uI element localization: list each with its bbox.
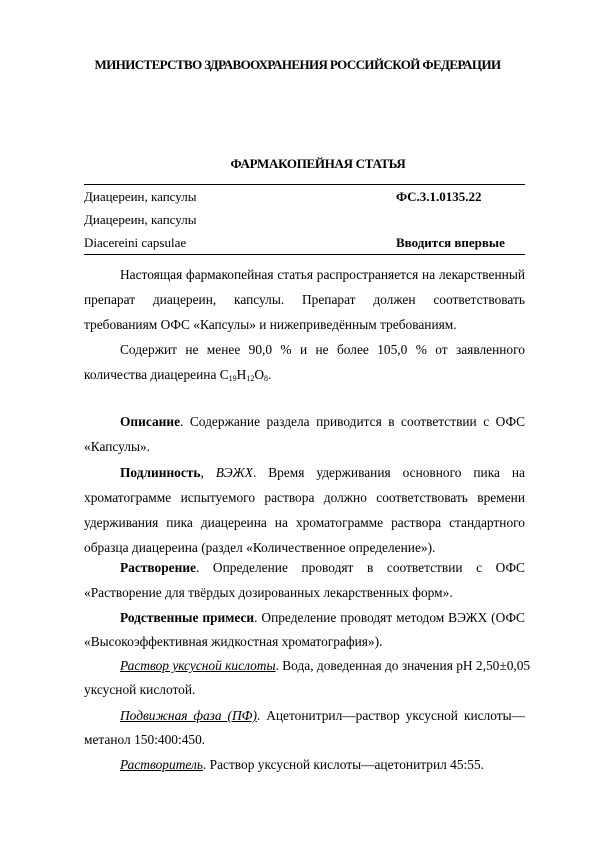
document-code: ФС.3.1.0135.22 bbox=[396, 189, 482, 204]
acetic-solution-label: Раствор уксусной кислоты bbox=[120, 658, 276, 673]
formula-h-count: 12 bbox=[246, 374, 255, 383]
identity-label: Подлинность bbox=[120, 465, 201, 480]
drug-name-ru: Диацереин, капсулы bbox=[84, 189, 197, 204]
acetic-solution-text: . Вода, доведенная до значения рН 2,50±0,05 bbox=[275, 658, 531, 673]
solvent-label: Растворитель bbox=[120, 757, 203, 772]
formula-o: O bbox=[254, 367, 265, 382]
drug-name-ru-2: Диацереин, капсулы bbox=[84, 212, 197, 227]
intro-line-1: Настоящая фармакопейная статья распространяется на лекарственный bbox=[120, 267, 525, 282]
formula-c-count: 19 bbox=[228, 374, 237, 383]
intro-line-2: препарат диацереин, капсулы. Препарат должен соответствовать bbox=[84, 292, 525, 307]
identity-line-2: хроматограмме испытуемого раствора должно соответствовать времени bbox=[84, 490, 525, 505]
formula-h: H bbox=[236, 367, 247, 382]
impurities-line-2: «Высокоэффективная жидкостная хроматография»). bbox=[84, 634, 383, 649]
dissolution-line-1 bbox=[120, 560, 525, 576]
description-label: Описание bbox=[120, 414, 181, 429]
impurities-text: . Определение проводят методом ВЭЖХ (ОФС bbox=[254, 610, 525, 625]
formula-o-count: 8 bbox=[264, 374, 269, 383]
dissolution-line-2: «Растворение для твёрдых дозированных лекарственных форм». bbox=[84, 585, 453, 600]
assay-text: количества диацереина C bbox=[84, 367, 229, 382]
identity-line-1: Подлинность, ВЭЖХ. Время удерживания основного пика на bbox=[120, 465, 525, 480]
mobile-phase-text: . Ацетонитрил—раствор уксусной кислоты— bbox=[256, 708, 525, 723]
header-bottom-rule bbox=[84, 254, 525, 255]
dissolution-text: . Определение проводят в соответствии с ОФС bbox=[196, 560, 525, 575]
identity-line-4: образца диацереина (раздел «Количественное определение»). bbox=[84, 540, 436, 555]
formula-period: . bbox=[268, 367, 272, 382]
header-top-rule bbox=[84, 184, 525, 185]
description-text: . Содержание раздела приводится в соответствии с ОФС bbox=[180, 414, 525, 429]
mobile-phase-label: Подвижная фаза (ПФ) bbox=[120, 708, 257, 723]
acetic-solution-line-2: уксусной кислотой. bbox=[84, 682, 196, 697]
dissolution-label: Растворение bbox=[120, 560, 196, 575]
impurities-label: Родственные примеси bbox=[120, 610, 255, 625]
description-line-1 bbox=[120, 414, 525, 430]
solvent-line-1 bbox=[120, 757, 525, 773]
acetic-solution-line-1 bbox=[120, 658, 531, 674]
mobile-phase-line-1 bbox=[120, 708, 525, 724]
identity-method: ВЭЖХ bbox=[215, 465, 253, 480]
solvent-text: . Раствор уксусной кислоты—ацетонитрил 45:55. bbox=[202, 757, 484, 772]
introduction-status: Вводится впервые bbox=[396, 235, 505, 250]
intro-line-4: Содержит не менее 90,0 % и не более 105,0 % от заявленного bbox=[120, 342, 525, 357]
description-line-2: «Капсулы». bbox=[84, 439, 150, 454]
intro-line-3: требованиям ОФС «Капсулы» и нижеприведённым требованиям. bbox=[84, 317, 457, 332]
document-title: ФАРМАКОПЕЙНАЯ СТАТЬЯ bbox=[230, 156, 406, 171]
identity-line-3: удерживания пика диацереина на хроматограмме раствора стандартного bbox=[84, 515, 525, 530]
drug-name-latin: Diacereini capsulae bbox=[84, 235, 187, 250]
identity-text: . Время удерживания основного пика на bbox=[252, 465, 525, 480]
impurities-line-1 bbox=[120, 610, 525, 626]
intro-line-5 bbox=[84, 367, 525, 383]
ministry-heading: МИНИСТЕРСТВО ЗДРАВООХРАНЕНИЯ РОССИЙСКОЙ ФЕДЕРАЦИИ bbox=[94, 57, 501, 72]
mobile-phase-line-2: метанол 150:400:450. bbox=[84, 732, 206, 747]
